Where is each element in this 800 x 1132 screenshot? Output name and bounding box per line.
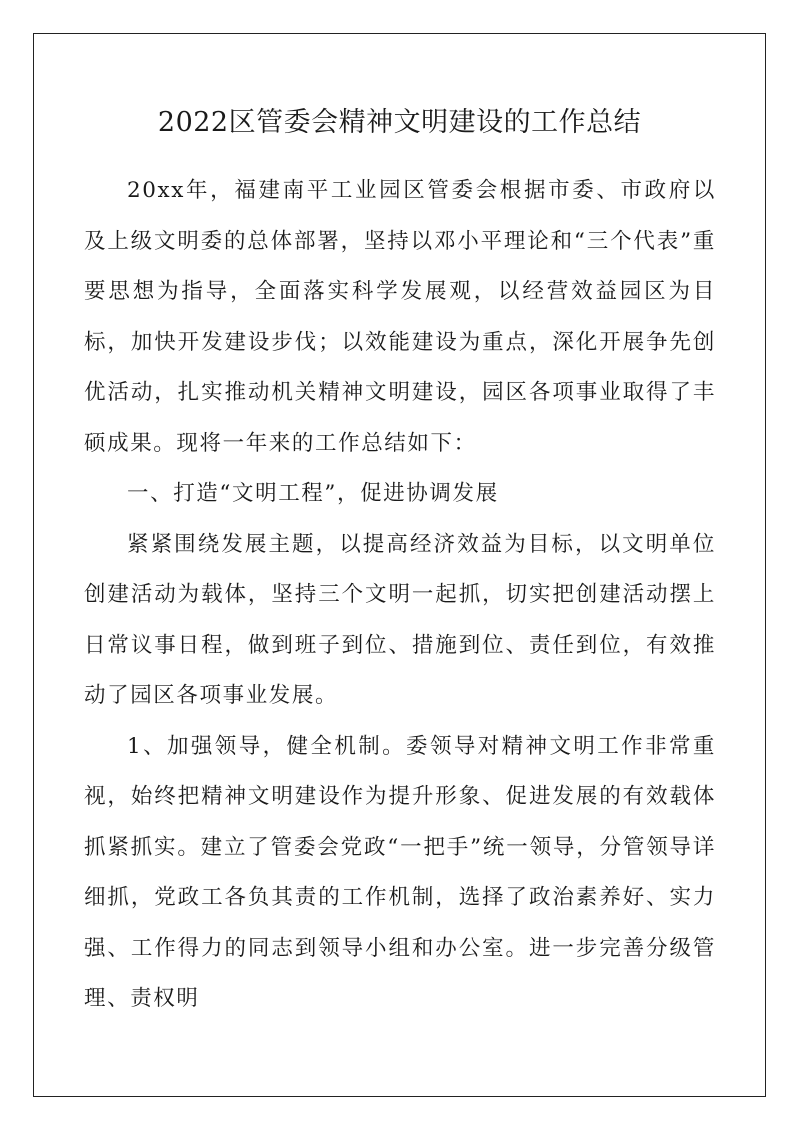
- document-body: [84, 166, 716, 1025]
- section-heading: 一、打造“文明工程”，促进协调发展: [127, 481, 499, 506]
- intro-paragraph: 20xx年，福建南平工业园区管委会根据市委、市政府以及上级文明委的总体部署，坚持以邓小平理论和“三个代表”重要思想为指导，全面落实科学发展观，以经营效益园区为目标，加快开发建设步伐；以效能建设为重点，深化开展争先创优活动，扎实推动机关精神文明建设，园区各项事业取得了丰硕成果。现将一年来的工作总结如下：: [84, 178, 716, 456]
- item-paragraph: 1、加强领导，健全机制。委领导对精神文明工作非常重视，始终把精神文明建设作为提升形象、促进发展的有效载体抓紧抓实。建立了管委会党政“一把手”统一领导，分管领导详细抓，党政工各负其责的工作机制，选择了政治素养好、实力强、工作得力的同志到领导小组和办公室。进一步完善分级管理、责权明: [84, 733, 716, 1011]
- section-paragraph: 紧紧围绕发展主题，以提高经济效益为目标，以文明单位创建活动为载体，坚持三个文明一起抓，切实把创建活动摆上日常议事日程，做到班子到位、措施到位、责任到位，有效推动了园区各项事业发展。: [84, 531, 716, 708]
- document-title: 2022区管委会精神文明建设的工作总结: [157, 107, 642, 138]
